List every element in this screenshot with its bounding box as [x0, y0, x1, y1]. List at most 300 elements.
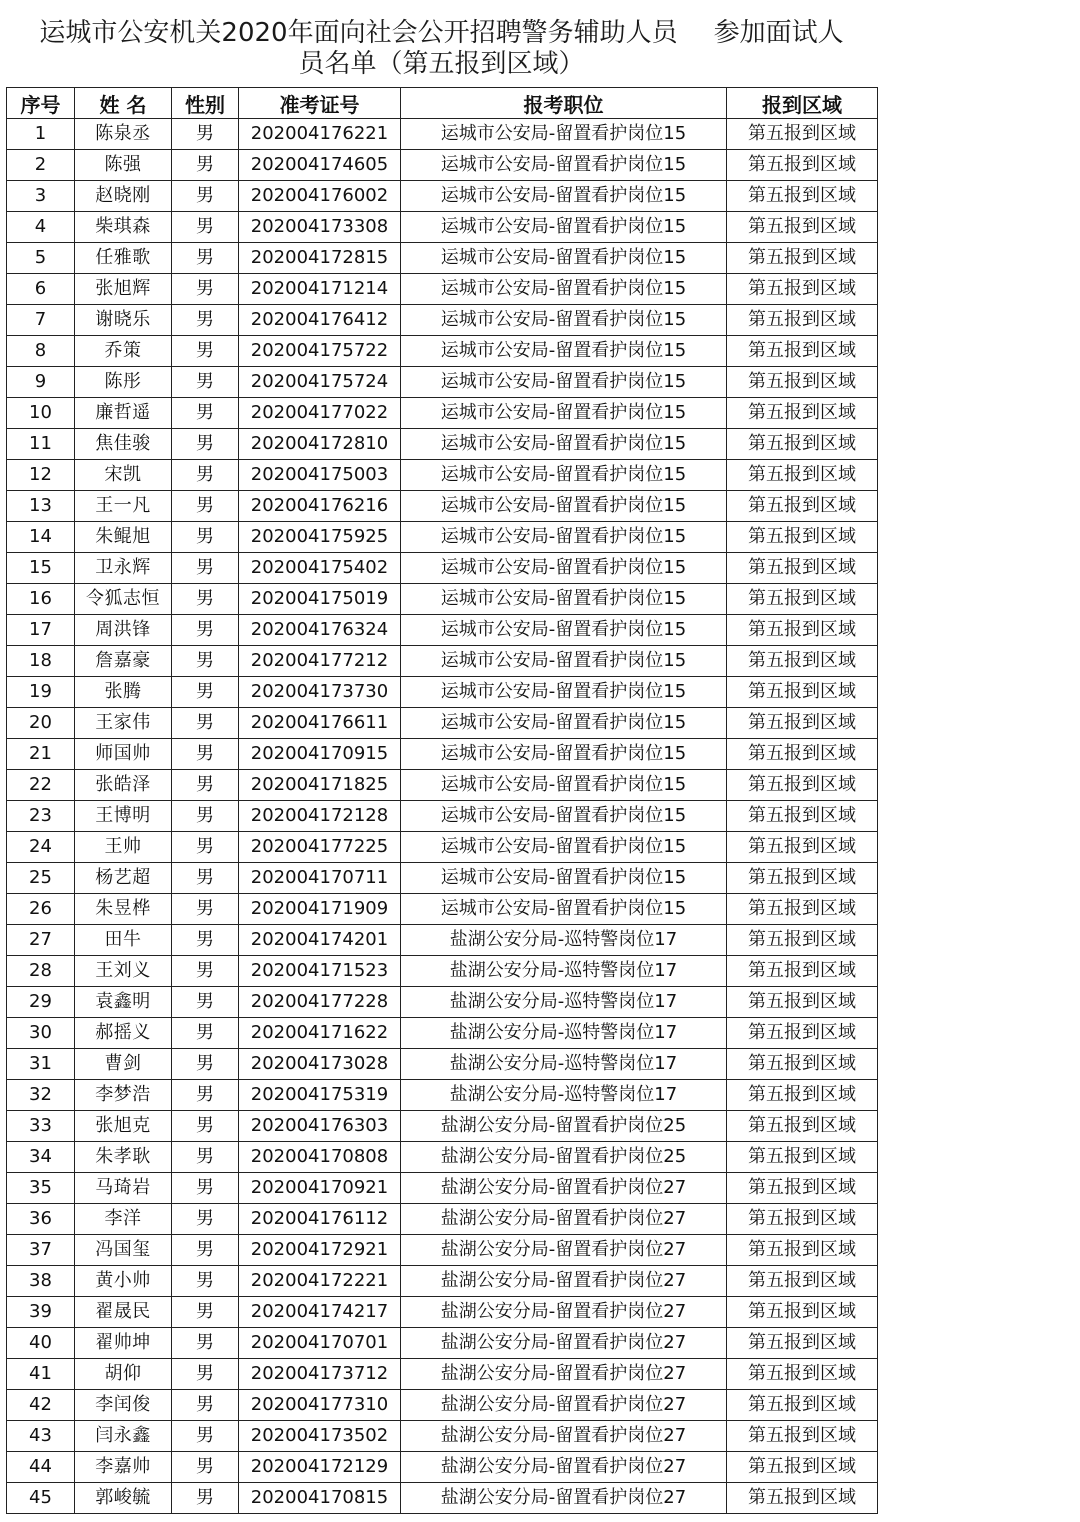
cell-seq: 22 [7, 770, 75, 801]
table-row [7, 553, 878, 584]
cell-position: 运城市公安局-留置看护岗位15 [401, 367, 727, 398]
cell-position: 运城市公安局-留置看护岗位15 [401, 615, 727, 646]
cell-exam-id: 202004171825 [239, 770, 401, 801]
header-gender: 性别 [172, 88, 239, 119]
cell-name: 王帅 [75, 832, 172, 863]
table-row [7, 832, 878, 863]
cell-position: 运城市公安局-留置看护岗位15 [401, 150, 727, 181]
table-row [7, 1452, 878, 1483]
cell-exam-id: 202004170815 [239, 1483, 401, 1514]
table-row [7, 1111, 878, 1142]
cell-area: 第五报到区域 [727, 522, 878, 553]
table-row [7, 460, 878, 491]
cell-seq: 5 [7, 243, 75, 274]
cell-name: 王家伟 [75, 708, 172, 739]
cell-seq: 39 [7, 1297, 75, 1328]
cell-area: 第五报到区域 [727, 1390, 878, 1421]
cell-gender: 男 [172, 305, 239, 336]
cell-gender: 男 [172, 491, 239, 522]
cell-gender: 男 [172, 274, 239, 305]
cell-position: 运城市公安局-留置看护岗位15 [401, 553, 727, 584]
cell-exam-id: 202004170701 [239, 1328, 401, 1359]
cell-exam-id: 202004177228 [239, 987, 401, 1018]
cell-exam-id: 202004174217 [239, 1297, 401, 1328]
cell-name: 张腾 [75, 677, 172, 708]
cell-seq: 4 [7, 212, 75, 243]
cell-area: 第五报到区域 [727, 1483, 878, 1514]
cell-seq: 26 [7, 894, 75, 925]
table-row [7, 1080, 878, 1111]
cell-position: 运城市公安局-留置看护岗位15 [401, 708, 727, 739]
cell-position: 运城市公安局-留置看护岗位15 [401, 398, 727, 429]
cell-gender: 男 [172, 1173, 239, 1204]
cell-position: 运城市公安局-留置看护岗位15 [401, 894, 727, 925]
cell-exam-id: 202004177212 [239, 646, 401, 677]
cell-position: 盐湖公安分局-留置看护岗位27 [401, 1390, 727, 1421]
table-row [7, 429, 878, 460]
cell-seq: 42 [7, 1390, 75, 1421]
cell-exam-id: 202004176002 [239, 181, 401, 212]
cell-name: 翟晟民 [75, 1297, 172, 1328]
table-row [7, 584, 878, 615]
title-line-1 [6, 18, 877, 49]
cell-exam-id: 202004175925 [239, 522, 401, 553]
table-row [7, 1018, 878, 1049]
cell-position: 盐湖公安分局-留置看护岗位27 [401, 1266, 727, 1297]
cell-name: 詹嘉豪 [75, 646, 172, 677]
cell-name: 赵晓刚 [75, 181, 172, 212]
cell-name: 胡仰 [75, 1359, 172, 1390]
cell-position: 运城市公安局-留置看护岗位15 [401, 863, 727, 894]
cell-name: 朱鲲旭 [75, 522, 172, 553]
cell-area: 第五报到区域 [727, 1452, 878, 1483]
cell-name: 任雅歌 [75, 243, 172, 274]
cell-seq: 12 [7, 460, 75, 491]
cell-exam-id: 202004177310 [239, 1390, 401, 1421]
cell-name: 李洋 [75, 1204, 172, 1235]
cell-gender: 男 [172, 398, 239, 429]
cell-area: 第五报到区域 [727, 305, 878, 336]
cell-gender: 男 [172, 181, 239, 212]
cell-name: 李嘉帅 [75, 1452, 172, 1483]
cell-exam-id: 202004176216 [239, 491, 401, 522]
table-row [7, 646, 878, 677]
cell-position: 盐湖公安分局-巡特警岗位17 [401, 1080, 727, 1111]
cell-name: 王一凡 [75, 491, 172, 522]
title-line-2: 员名单（第五报到区域） [298, 49, 585, 79]
cell-name: 马琦岩 [75, 1173, 172, 1204]
cell-area: 第五报到区域 [727, 398, 878, 429]
table-row [7, 677, 878, 708]
cell-position: 运城市公安局-留置看护岗位15 [401, 770, 727, 801]
cell-seq: 34 [7, 1142, 75, 1173]
title-line-1-main: 运城市公安机关2020年面向社会公开招聘警务辅助人员 [39, 18, 678, 48]
table-row [7, 1266, 878, 1297]
table-header-row [7, 88, 878, 119]
cell-gender: 男 [172, 1204, 239, 1235]
table-row [7, 1049, 878, 1080]
cell-gender: 男 [172, 987, 239, 1018]
cell-gender: 男 [172, 863, 239, 894]
cell-name: 杨艺超 [75, 863, 172, 894]
cell-gender: 男 [172, 615, 239, 646]
cell-position: 运城市公安局-留置看护岗位15 [401, 305, 727, 336]
cell-seq: 27 [7, 925, 75, 956]
cell-exam-id: 202004176112 [239, 1204, 401, 1235]
table-body [7, 119, 878, 1514]
table-row [7, 770, 878, 801]
cell-name: 乔策 [75, 336, 172, 367]
cell-gender: 男 [172, 336, 239, 367]
table-row [7, 1390, 878, 1421]
cell-exam-id: 202004173712 [239, 1359, 401, 1390]
cell-seq: 9 [7, 367, 75, 398]
cell-seq: 32 [7, 1080, 75, 1111]
cell-position: 运城市公安局-留置看护岗位15 [401, 460, 727, 491]
cell-exam-id: 202004174201 [239, 925, 401, 956]
cell-exam-id: 202004170915 [239, 739, 401, 770]
cell-seq: 7 [7, 305, 75, 336]
table-row [7, 1483, 878, 1514]
table-row [7, 1235, 878, 1266]
cell-area: 第五报到区域 [727, 1111, 878, 1142]
cell-exam-id: 202004173308 [239, 212, 401, 243]
cell-area: 第五报到区域 [727, 212, 878, 243]
cell-name: 李闰俊 [75, 1390, 172, 1421]
cell-gender: 男 [172, 1297, 239, 1328]
cell-area: 第五报到区域 [727, 429, 878, 460]
table-row [7, 708, 878, 739]
cell-gender: 男 [172, 801, 239, 832]
cell-seq: 45 [7, 1483, 75, 1514]
cell-seq: 17 [7, 615, 75, 646]
cell-seq: 2 [7, 150, 75, 181]
cell-name: 张旭辉 [75, 274, 172, 305]
cell-area: 第五报到区域 [727, 1018, 878, 1049]
cell-position: 运城市公安局-留置看护岗位15 [401, 584, 727, 615]
cell-seq: 18 [7, 646, 75, 677]
cell-exam-id: 202004175722 [239, 336, 401, 367]
cell-name: 郭峻毓 [75, 1483, 172, 1514]
table-row [7, 987, 878, 1018]
table-row [7, 1204, 878, 1235]
document-sheet [6, 6, 877, 1514]
cell-gender: 男 [172, 460, 239, 491]
cell-area: 第五报到区域 [727, 1421, 878, 1452]
cell-seq: 28 [7, 956, 75, 987]
cell-gender: 男 [172, 367, 239, 398]
cell-exam-id: 202004175319 [239, 1080, 401, 1111]
cell-area: 第五报到区域 [727, 925, 878, 956]
header-position: 报考职位 [401, 88, 727, 119]
cell-seq: 29 [7, 987, 75, 1018]
cell-area: 第五报到区域 [727, 677, 878, 708]
cell-gender: 男 [172, 925, 239, 956]
cell-seq: 38 [7, 1266, 75, 1297]
cell-position: 运城市公安局-留置看护岗位15 [401, 243, 727, 274]
table-row [7, 181, 878, 212]
cell-gender: 男 [172, 677, 239, 708]
cell-position: 盐湖公安分局-留置看护岗位27 [401, 1452, 727, 1483]
cell-gender: 男 [172, 553, 239, 584]
cell-seq: 24 [7, 832, 75, 863]
cell-name: 陈强 [75, 150, 172, 181]
cell-seq: 6 [7, 274, 75, 305]
cell-position: 运城市公安局-留置看护岗位15 [401, 832, 727, 863]
cell-gender: 男 [172, 243, 239, 274]
cell-name: 闫永鑫 [75, 1421, 172, 1452]
table-row [7, 1359, 878, 1390]
cell-area: 第五报到区域 [727, 987, 878, 1018]
cell-area: 第五报到区域 [727, 584, 878, 615]
cell-position: 盐湖公安分局-巡特警岗位17 [401, 1018, 727, 1049]
cell-gender: 男 [172, 646, 239, 677]
cell-gender: 男 [172, 212, 239, 243]
cell-position: 运城市公安局-留置看护岗位15 [401, 119, 727, 150]
cell-name: 廉哲遥 [75, 398, 172, 429]
cell-area: 第五报到区域 [727, 739, 878, 770]
cell-gender: 男 [172, 150, 239, 181]
cell-exam-id: 202004171523 [239, 956, 401, 987]
cell-name: 黄小帅 [75, 1266, 172, 1297]
table-row [7, 1297, 878, 1328]
cell-gender: 男 [172, 1421, 239, 1452]
cell-exam-id: 202004176611 [239, 708, 401, 739]
header-area: 报到区域 [727, 88, 878, 119]
cell-position: 盐湖公安分局-留置看护岗位27 [401, 1483, 727, 1514]
cell-exam-id: 202004171622 [239, 1018, 401, 1049]
cell-exam-id: 202004173028 [239, 1049, 401, 1080]
cell-name: 袁鑫明 [75, 987, 172, 1018]
cell-gender: 男 [172, 956, 239, 987]
cell-area: 第五报到区域 [727, 367, 878, 398]
cell-gender: 男 [172, 119, 239, 150]
table-row [7, 150, 878, 181]
cell-position: 盐湖公安分局-留置看护岗位27 [401, 1235, 727, 1266]
cell-seq: 37 [7, 1235, 75, 1266]
cell-name: 朱昱桦 [75, 894, 172, 925]
cell-seq: 13 [7, 491, 75, 522]
cell-area: 第五报到区域 [727, 491, 878, 522]
header-exam-id: 准考证号 [239, 88, 401, 119]
table-row [7, 801, 878, 832]
cell-name: 朱孝耿 [75, 1142, 172, 1173]
cell-seq: 19 [7, 677, 75, 708]
cell-seq: 25 [7, 863, 75, 894]
cell-gender: 男 [172, 1328, 239, 1359]
cell-position: 盐湖公安分局-留置看护岗位27 [401, 1204, 727, 1235]
cell-seq: 40 [7, 1328, 75, 1359]
cell-area: 第五报到区域 [727, 1328, 878, 1359]
table-row [7, 336, 878, 367]
cell-seq: 14 [7, 522, 75, 553]
cell-seq: 33 [7, 1111, 75, 1142]
cell-seq: 3 [7, 181, 75, 212]
cell-seq: 23 [7, 801, 75, 832]
cell-gender: 男 [172, 1018, 239, 1049]
cell-position: 运城市公安局-留置看护岗位15 [401, 274, 727, 305]
cell-area: 第五报到区域 [727, 243, 878, 274]
cell-seq: 10 [7, 398, 75, 429]
cell-area: 第五报到区域 [727, 1297, 878, 1328]
cell-area: 第五报到区域 [727, 119, 878, 150]
cell-position: 盐湖公安分局-留置看护岗位25 [401, 1111, 727, 1142]
cell-seq: 36 [7, 1204, 75, 1235]
cell-gender: 男 [172, 1142, 239, 1173]
cell-name: 王刘义 [75, 956, 172, 987]
cell-exam-id: 202004172921 [239, 1235, 401, 1266]
cell-name: 李梦浩 [75, 1080, 172, 1111]
cell-position: 运城市公安局-留置看护岗位15 [401, 522, 727, 553]
cell-area: 第五报到区域 [727, 1049, 878, 1080]
cell-area: 第五报到区域 [727, 894, 878, 925]
cell-position: 运城市公安局-留置看护岗位15 [401, 491, 727, 522]
cell-name: 焦佳骏 [75, 429, 172, 460]
cell-seq: 35 [7, 1173, 75, 1204]
cell-area: 第五报到区域 [727, 615, 878, 646]
cell-position: 盐湖公安分局-巡特警岗位17 [401, 925, 727, 956]
cell-position: 盐湖公安分局-留置看护岗位25 [401, 1142, 727, 1173]
page-title [6, 6, 877, 87]
cell-exam-id: 202004172129 [239, 1452, 401, 1483]
table-row [7, 1173, 878, 1204]
cell-name: 宋凯 [75, 460, 172, 491]
cell-position: 运城市公安局-留置看护岗位15 [401, 646, 727, 677]
cell-name: 翟帅坤 [75, 1328, 172, 1359]
cell-position: 运城市公安局-留置看护岗位15 [401, 677, 727, 708]
cell-seq: 31 [7, 1049, 75, 1080]
cell-gender: 男 [172, 1049, 239, 1080]
cell-seq: 8 [7, 336, 75, 367]
cell-area: 第五报到区域 [727, 150, 878, 181]
cell-area: 第五报到区域 [727, 1204, 878, 1235]
cell-exam-id: 202004176303 [239, 1111, 401, 1142]
cell-gender: 男 [172, 429, 239, 460]
cell-seq: 20 [7, 708, 75, 739]
cell-position: 盐湖公安分局-巡特警岗位17 [401, 1049, 727, 1080]
cell-gender: 男 [172, 1111, 239, 1142]
cell-area: 第五报到区域 [727, 956, 878, 987]
cell-area: 第五报到区域 [727, 1235, 878, 1266]
cell-name: 师国帅 [75, 739, 172, 770]
table-row [7, 894, 878, 925]
cell-exam-id: 202004172815 [239, 243, 401, 274]
cell-exam-id: 202004175019 [239, 584, 401, 615]
header-seq: 序号 [7, 88, 75, 119]
cell-gender: 男 [172, 1266, 239, 1297]
cell-seq: 15 [7, 553, 75, 584]
cell-area: 第五报到区域 [727, 863, 878, 894]
cell-position: 盐湖公安分局-留置看护岗位27 [401, 1328, 727, 1359]
cell-position: 盐湖公安分局-留置看护岗位27 [401, 1173, 727, 1204]
cell-position: 运城市公安局-留置看护岗位15 [401, 336, 727, 367]
cell-name: 曹剑 [75, 1049, 172, 1080]
cell-position: 运城市公安局-留置看护岗位15 [401, 739, 727, 770]
table-row [7, 398, 878, 429]
cell-area: 第五报到区域 [727, 336, 878, 367]
cell-gender: 男 [172, 1359, 239, 1390]
table-row [7, 1328, 878, 1359]
cell-gender: 男 [172, 1452, 239, 1483]
cell-name: 柴琪森 [75, 212, 172, 243]
cell-exam-id: 202004176221 [239, 119, 401, 150]
cell-position: 运城市公安局-留置看护岗位15 [401, 801, 727, 832]
cell-name: 张皓泽 [75, 770, 172, 801]
cell-gender: 男 [172, 1080, 239, 1111]
cell-name: 陈泉丞 [75, 119, 172, 150]
table-row [7, 956, 878, 987]
cell-name: 陈彤 [75, 367, 172, 398]
cell-exam-id: 202004175724 [239, 367, 401, 398]
cell-gender: 男 [172, 522, 239, 553]
cell-seq: 41 [7, 1359, 75, 1390]
title-line-1-tail: 参加面试人 [713, 18, 844, 48]
cell-position: 运城市公安局-留置看护岗位15 [401, 181, 727, 212]
cell-area: 第五报到区域 [727, 181, 878, 212]
cell-area: 第五报到区域 [727, 832, 878, 863]
cell-position: 运城市公安局-留置看护岗位15 [401, 212, 727, 243]
cell-seq: 1 [7, 119, 75, 150]
cell-position: 运城市公安局-留置看护岗位15 [401, 429, 727, 460]
cell-area: 第五报到区域 [727, 460, 878, 491]
cell-exam-id: 202004172128 [239, 801, 401, 832]
cell-area: 第五报到区域 [727, 1173, 878, 1204]
table-row [7, 367, 878, 398]
cell-exam-id: 202004170921 [239, 1173, 401, 1204]
cell-gender: 男 [172, 1390, 239, 1421]
cell-name: 冯国玺 [75, 1235, 172, 1266]
table-row [7, 491, 878, 522]
table-row [7, 739, 878, 770]
cell-exam-id: 202004172810 [239, 429, 401, 460]
cell-area: 第五报到区域 [727, 646, 878, 677]
cell-name: 令狐志恒 [75, 584, 172, 615]
cell-name: 王博明 [75, 801, 172, 832]
cell-area: 第五报到区域 [727, 1266, 878, 1297]
cell-gender: 男 [172, 1483, 239, 1514]
cell-seq: 30 [7, 1018, 75, 1049]
cell-exam-id: 202004177022 [239, 398, 401, 429]
cell-name: 谢晓乐 [75, 305, 172, 336]
table-row [7, 925, 878, 956]
cell-name: 郝摇义 [75, 1018, 172, 1049]
cell-position: 盐湖公安分局-留置看护岗位27 [401, 1359, 727, 1390]
cell-exam-id: 202004173502 [239, 1421, 401, 1452]
table-row [7, 274, 878, 305]
cell-exam-id: 202004172221 [239, 1266, 401, 1297]
cell-seq: 21 [7, 739, 75, 770]
cell-exam-id: 202004174605 [239, 150, 401, 181]
cell-gender: 男 [172, 770, 239, 801]
table-row [7, 243, 878, 274]
cell-exam-id: 202004171214 [239, 274, 401, 305]
cell-position: 盐湖公安分局-留置看护岗位27 [401, 1421, 727, 1452]
cell-area: 第五报到区域 [727, 708, 878, 739]
table-row [7, 863, 878, 894]
cell-gender: 男 [172, 708, 239, 739]
cell-exam-id: 202004176412 [239, 305, 401, 336]
cell-area: 第五报到区域 [727, 801, 878, 832]
cell-name: 卫永辉 [75, 553, 172, 584]
cell-position: 盐湖公安分局-留置看护岗位27 [401, 1297, 727, 1328]
cell-exam-id: 202004177225 [239, 832, 401, 863]
candidate-table [6, 87, 878, 1514]
cell-seq: 11 [7, 429, 75, 460]
cell-exam-id: 202004175402 [239, 553, 401, 584]
cell-gender: 男 [172, 832, 239, 863]
cell-area: 第五报到区域 [727, 1359, 878, 1390]
cell-seq: 44 [7, 1452, 75, 1483]
